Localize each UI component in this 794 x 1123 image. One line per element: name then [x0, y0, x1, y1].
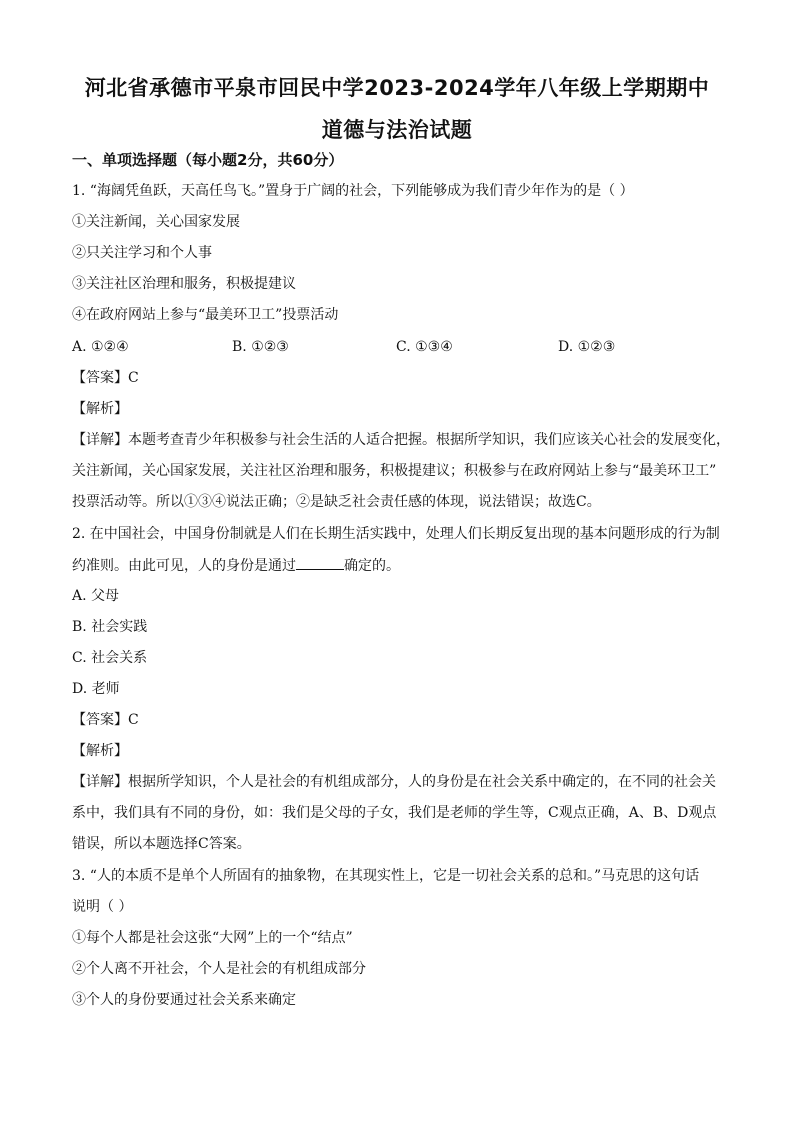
question-1-answer: 【答案】C [72, 370, 139, 386]
question-2-answer: 【答案】C [72, 712, 139, 728]
question-2-stem-post: 确定的。 [344, 558, 400, 574]
section-heading: 一、单项选择题（每小题2分，共60分） [72, 151, 344, 169]
question-1-option-d: D. ①②③ [558, 339, 616, 355]
question-2-option-d: D. 老师 [72, 681, 120, 697]
question-2-analysis-label: 【解析】 [72, 743, 128, 759]
question-3-stem-line-1: 3. “人的本质不是单个人所固有的抽象物，在其现实性上，它是一切社会关系的总和。”马克思的这句话 [72, 868, 700, 884]
question-2-option-c: C. 社会关系 [72, 650, 148, 666]
document-title-line2: 道德与法治试题 [321, 118, 473, 142]
question-3-item-2: ②个人离不开社会，个人是社会的有机组成部分 [72, 961, 366, 977]
answer-blank [296, 555, 344, 570]
question-1-item-1: ①关注新闻，关心国家发展 [72, 214, 240, 230]
question-2-stem-line-1: 2. 在中国社会，中国身份制就是人们在长期生活实践中，处理人们长期反复出现的基本问题形成的行为制 [72, 526, 720, 542]
question-1-option-c: C. ①③④ [396, 339, 453, 355]
question-1-detail-line-1: 【详解】本题考查青少年积极参与社会生活的人适合把握。根据所学知识，我们应该关心社会的发展变化， [72, 432, 730, 448]
question-2-detail-line-2: 系中，我们具有不同的身份，如：我们是父母的子女，我们是老师的学生等，C观点正确，A、B、D观点 [72, 805, 717, 821]
question-1-detail-line-3: 投票活动等。所以①③④说法正确；②是缺乏社会责任感的体现，说法错误；故选C。 [72, 494, 601, 510]
question-1-option-b: B. ①②③ [232, 339, 289, 355]
question-3-stem-line-2: 说明（ ） [72, 899, 133, 915]
question-2-stem-pre: 约准则。由此可见，人的身份是通过 [72, 558, 296, 574]
question-1-item-2: ②只关注学习和个人事 [72, 245, 212, 261]
question-3-item-3: ③个人的身份要通过社会关系来确定 [72, 992, 296, 1008]
question-2-option-a: A. 父母 [72, 588, 120, 604]
question-1-detail-line-2: 关注新闻，关心国家发展，关注社区治理和服务，积极提建议；积极参与在政府网站上参与“最美环卫工” [72, 463, 717, 479]
question-1-analysis-label: 【解析】 [72, 401, 128, 417]
question-1-option-a: A. ①②④ [72, 339, 129, 355]
question-2-stem-line-2 [72, 555, 732, 576]
question-2-detail-line-1: 【详解】根据所学知识，个人是社会的有机组成部分，人的身份是在社会关系中确定的，在不同的社会关 [72, 774, 716, 790]
document-title-line1: 河北省承德市平泉市回民中学2023-2024学年八年级上学期期中 [84, 76, 710, 100]
question-3-item-1: ①每个人都是社会这张“大网”上的一个“结点” [72, 930, 353, 946]
question-1-item-3: ③关注社区治理和服务，积极提建议 [72, 276, 296, 292]
question-1-item-4: ④在政府网站上参与“最美环卫工”投票活动 [72, 307, 339, 323]
question-2-option-b: B. 社会实践 [72, 619, 148, 635]
question-2-detail-line-3: 错误，所以本题选择C答案。 [72, 836, 251, 852]
question-1-stem: 1. “海阔凭鱼跃，天高任鸟飞。”置身于广阔的社会，下列能够成为我们青少年作为的是（ ） [72, 183, 634, 199]
